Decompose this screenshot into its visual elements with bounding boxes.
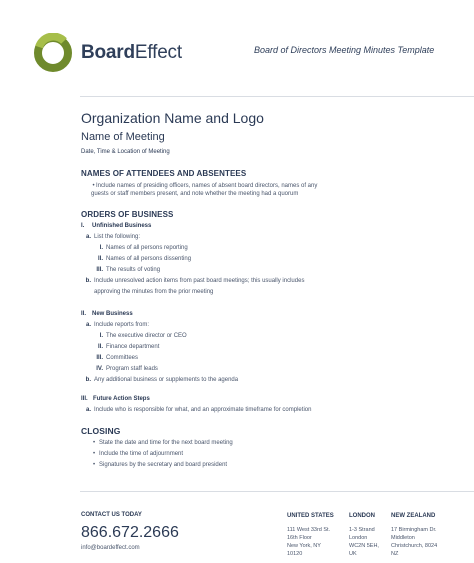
- list-item: • Signatures by the secretary and board president: [89, 461, 461, 469]
- meeting-meta: Date, Time & Location of Meeting: [81, 149, 170, 155]
- bullet-icon: •: [92, 183, 95, 189]
- list-item: • State the date and time for the next board meeting: [89, 439, 461, 447]
- list-item: III. The results of voting: [96, 267, 161, 273]
- closing-list: [81, 439, 461, 469]
- header-divider: [80, 96, 474, 97]
- list-item: a. Include reports from:: [85, 322, 150, 328]
- boardeffect-logo: [33, 33, 182, 73]
- orders-heading: ORDERS OF BUSINESS: [81, 210, 174, 219]
- template-title: Board of Directors Meeting Minutes Template: [254, 45, 435, 55]
- list-item: a. Include who is responsible for what, and an approximate timeframe for completion: [85, 407, 312, 413]
- list-item: • Include the time of adjournment: [89, 450, 461, 458]
- office-london: LONDON 1-3 Strand London WC2N 5EH, UK: [349, 513, 379, 557]
- list-item: b. Include unresolved action items from past board meetings; this usually includes approving the minutes from the prior meeting: [85, 278, 305, 295]
- document-body: [81, 109, 461, 469]
- contact-label: CONTACT US TODAY: [81, 512, 142, 518]
- list-item: a. List the following:: [85, 234, 141, 240]
- office-new-zealand: NEW ZEALAND 17 Birmingham Dr. Middleton Christchurch, 8024 NZ: [391, 513, 438, 557]
- list-item: b. Any additional business or supplements to the agenda: [85, 377, 239, 383]
- logo-ring-icon: [33, 33, 73, 73]
- attendees-heading: NAMES OF ATTENDEES AND ABSENTEES: [81, 169, 247, 178]
- closing-heading: CLOSING: [81, 426, 121, 436]
- list-item: II. Finance department: [97, 344, 160, 350]
- email-link[interactable]: info@boardeffect.com: [81, 545, 140, 551]
- section-new-business: II. New Business: [81, 311, 133, 317]
- list-item: I. The executive director or CEO: [99, 333, 187, 339]
- meeting-name: Name of Meeting: [81, 131, 165, 143]
- logo-wordmark: BoardEffect: [81, 42, 182, 63]
- list-item: I. Names of all persons reporting: [99, 245, 188, 251]
- list-item: III. Committees: [96, 355, 139, 361]
- bullet-icon: •: [92, 462, 96, 468]
- office-united-states: UNITED STATES 111 West 33rd St. 16th Floor New York, NY 10120: [287, 513, 334, 557]
- list-item: IV. Program staff leads: [96, 366, 158, 372]
- bullet-icon: •: [92, 440, 96, 446]
- attendees-bullet: • Include names of presiding officers, names of absent board directors, names of any guests or staff members present, and note whether the meeting had a quorum: [91, 183, 318, 197]
- section-unfinished-business: I. Unfinished Business: [81, 223, 152, 229]
- section-future-action-steps: III. Future Action Steps: [81, 396, 150, 402]
- organization-name: Organization Name and Logo: [81, 110, 264, 126]
- bullet-icon: •: [92, 451, 96, 457]
- footer-divider: [80, 491, 474, 492]
- list-item: II. Names of all persons dissenting: [97, 256, 192, 262]
- phone-number[interactable]: 866.672.2666: [81, 524, 179, 541]
